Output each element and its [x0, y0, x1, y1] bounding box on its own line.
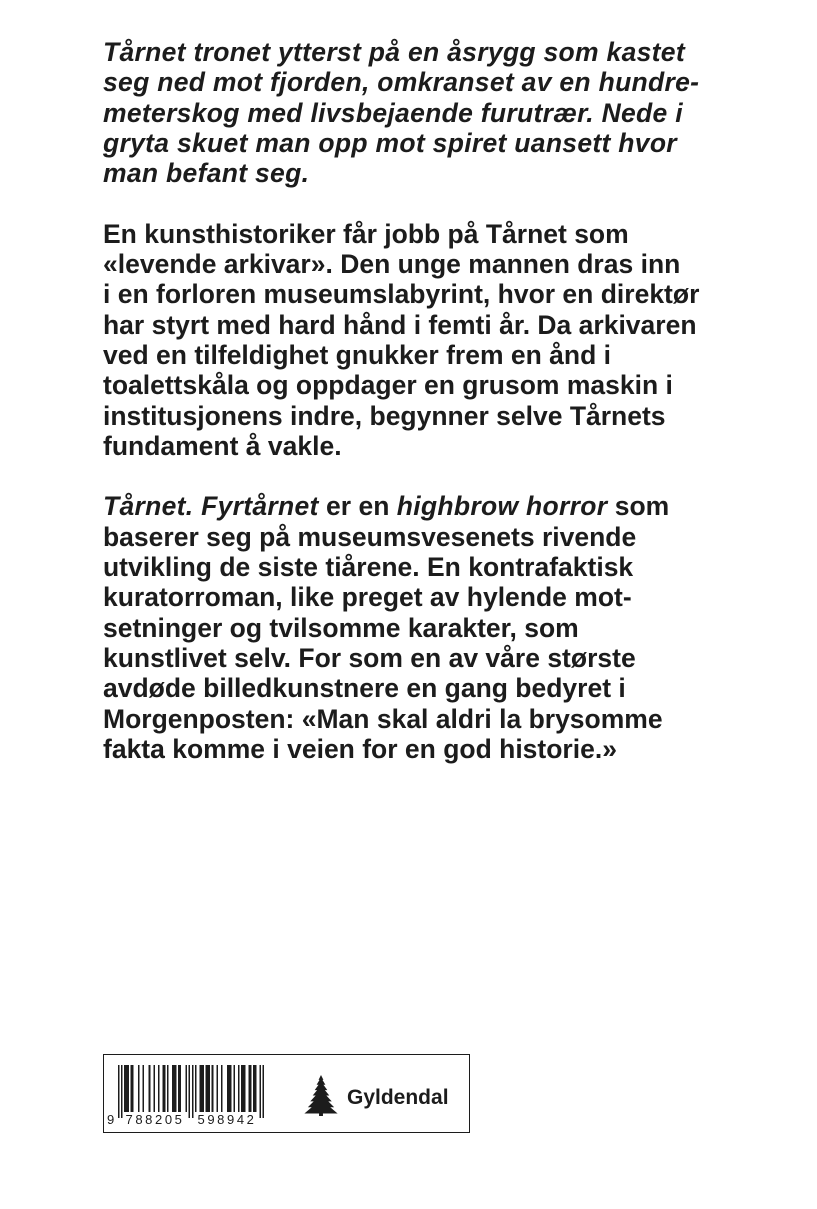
text-segment: som	[607, 491, 670, 522]
text-line: i en forloren museumslabyrint, hvor en direktør	[103, 279, 700, 310]
barcode-bar	[143, 1065, 145, 1112]
text-line: ved en tilfeldighet gnukker frem en ånd i	[103, 339, 612, 370]
barcode-bar	[186, 1065, 188, 1112]
barcode-bar	[233, 1065, 235, 1112]
text-line: «levende arkivar». Den unge mannen dras inn	[103, 249, 681, 280]
blurb-paragraph	[103, 491, 793, 764]
barcode-guard-bar	[189, 1065, 191, 1118]
text-line: man befant seg.	[103, 158, 310, 189]
text-line: Morgenposten: «Man skal aldri la brysomme	[103, 703, 663, 734]
text-segment: er en	[318, 491, 397, 522]
blurb-paragraph	[103, 37, 793, 188]
barcode-bar	[149, 1065, 151, 1112]
barcode-bar	[138, 1065, 140, 1112]
text-line: fundament å vakle.	[103, 430, 342, 461]
isbn-barcode	[118, 1065, 264, 1118]
text-line: avdøde billedkunstnere en gang bedyret i	[103, 673, 626, 704]
text-line: kuratorroman, like preget av hylende mot-	[103, 582, 632, 613]
fir-tree-icon	[302, 1075, 340, 1116]
barcode-guard-bar	[259, 1065, 261, 1118]
emphasis-text: Tårnet. Fyrtårnet	[103, 491, 319, 522]
text-line	[103, 491, 793, 521]
text-line: baserer seg på museumsvesenets rivende	[103, 521, 637, 552]
barcode-bar	[238, 1065, 240, 1112]
text-line: gryta skuet man opp mot spiret uansett hvor	[103, 127, 677, 158]
barcode-guard-bar	[118, 1065, 120, 1118]
text-line: toalettskåla og oppdager en grusom maskin i	[103, 370, 673, 401]
barcode-guard-bar	[192, 1065, 194, 1118]
text-line: fakta komme i veien for en god historie.»	[103, 733, 617, 764]
barcode-right-digits: 598942	[197, 1112, 257, 1127]
text-line: seg ned mot fjorden, omkranset av en hundre-	[103, 67, 700, 98]
text-line: har styrt med hard hånd i femti år. Da arkivaren	[103, 309, 697, 340]
barcode-bar	[172, 1065, 177, 1112]
barcode-bar	[124, 1065, 129, 1112]
barcode-bar	[206, 1065, 211, 1112]
text-line: Tårnet tronet ytterst på en åsrygg som kastet	[103, 37, 685, 67]
barcode-bar	[216, 1065, 218, 1112]
barcode-bar	[153, 1065, 155, 1112]
barcode-bar	[227, 1065, 232, 1112]
barcode-bar	[199, 1065, 204, 1112]
blurb-paragraph	[103, 219, 793, 461]
barcode-guard-bar	[121, 1065, 123, 1118]
barcode-bar	[249, 1065, 252, 1112]
barcode-bar	[221, 1065, 223, 1112]
barcode-bar	[178, 1065, 181, 1112]
text-line: kunstlivet selv. For som en av våre største	[103, 642, 636, 673]
barcode-bar	[158, 1065, 160, 1112]
barcode-bar	[167, 1065, 169, 1112]
publisher-name: Gyldendal	[347, 1086, 449, 1109]
barcode-left-digits: 788205	[125, 1112, 185, 1127]
barcode-bar	[195, 1065, 197, 1112]
text-line: meterskog med livsbejaende furutrær. Nede i	[103, 97, 683, 128]
emphasis-text: highbrow horror	[396, 491, 608, 522]
barcode-guard-bar	[262, 1065, 264, 1118]
barcode-bar	[241, 1065, 246, 1112]
barcode-imprint-box	[103, 1054, 470, 1133]
barcode-bar	[253, 1065, 256, 1112]
text-line: utvikling de siste tiårene. En kontrafaktisk	[103, 552, 634, 583]
barcode-bar	[163, 1065, 166, 1112]
barcode-bar	[212, 1065, 214, 1112]
blurb-text	[103, 37, 793, 794]
text-line: institusjonens indre, begynner selve Tårnets	[103, 400, 666, 431]
text-line: setninger og tvilsomme karakter, som	[103, 612, 579, 643]
barcode-bar	[130, 1065, 133, 1112]
barcode-lead-digit: 9	[107, 1112, 115, 1127]
text-line: En kunsthistoriker får jobb på Tårnet som	[103, 218, 629, 249]
